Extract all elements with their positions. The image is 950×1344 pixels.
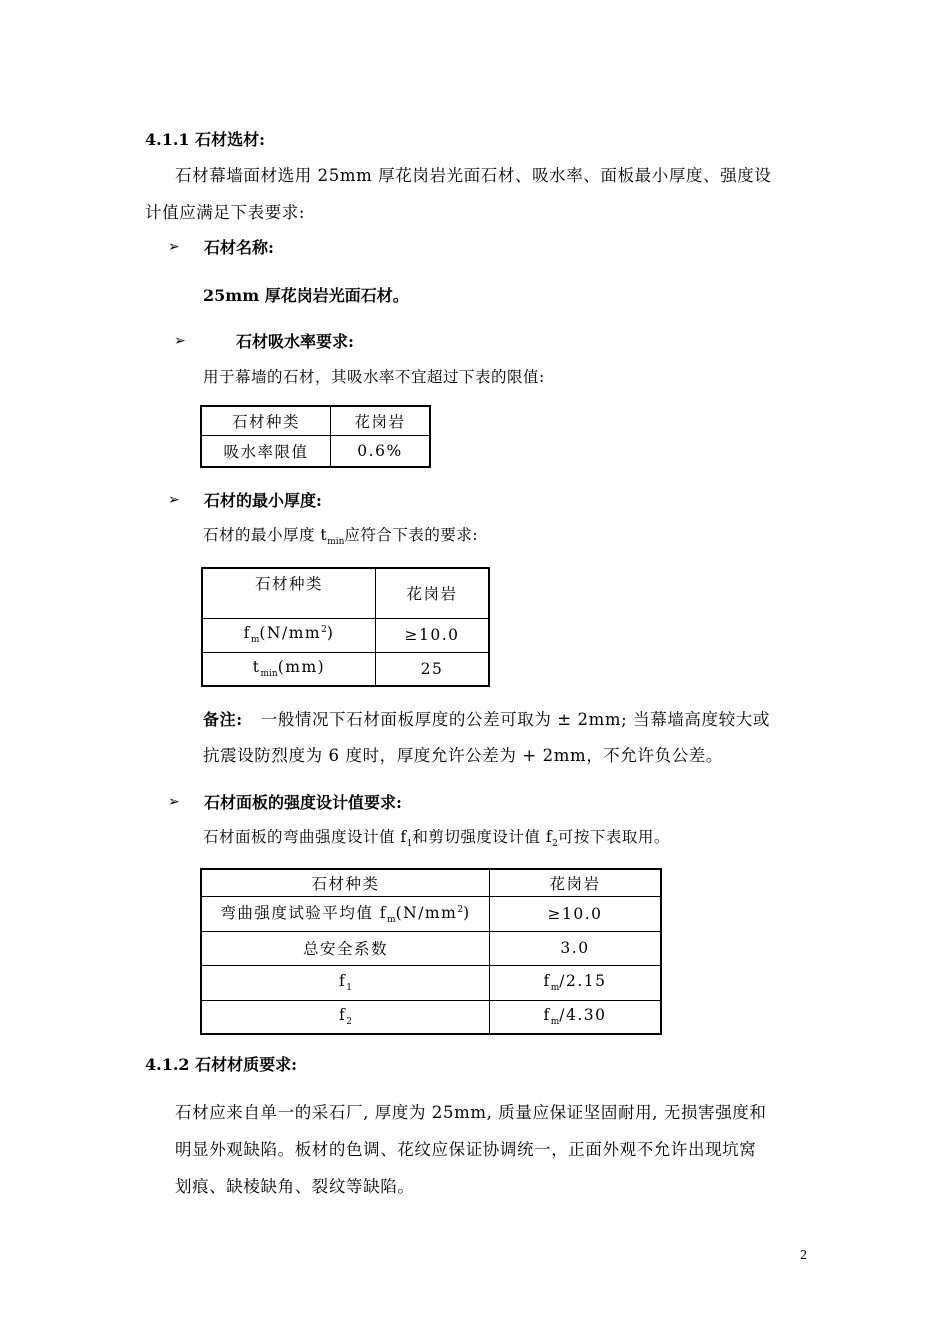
strength-design-heading: 石材面板的强度设计值要求: (204, 793, 402, 812)
table-row (201, 869, 661, 896)
material-paragraph-line-3: 划痕、缺棱缺角、裂纹等缺陷。 (175, 1177, 415, 1196)
strength-design-table (200, 868, 662, 1035)
stone-name-value: 25mm 厚花岗岩光面石材。 (203, 286, 409, 305)
note-subscript: min (327, 537, 345, 548)
table-row (201, 435, 430, 467)
cell-text: f (339, 971, 347, 990)
note-subscript: 2 (552, 839, 558, 850)
cell-text: f (243, 624, 251, 643)
cell-superscript: 2 (457, 905, 464, 916)
table-row (201, 931, 661, 965)
note-text: 和剪切强度设计值 f (412, 828, 553, 846)
min-thickness-note (203, 523, 478, 547)
table-cell (490, 1000, 662, 1034)
bullet-water-absorption (174, 329, 354, 352)
water-absorption-note: 用于幕墙的石材，其吸水率不宜超过下表的限值: (203, 368, 545, 386)
table-cell (201, 896, 490, 931)
cell-text: (mm) (277, 658, 326, 677)
table-cell: 吸水率限值 (201, 435, 331, 467)
section-heading-4-1-2: 4.1.2 石材材质要求: (145, 1055, 298, 1074)
note-text: 石材面板的弯曲强度设计值 f (203, 828, 407, 846)
arrow-bullet-icon: ➢ (168, 238, 180, 255)
bullet-min-thickness (168, 488, 322, 511)
table-row (202, 568, 489, 618)
cell-text: f (543, 1006, 551, 1025)
table-cell (201, 1000, 490, 1034)
cell-subscript: 2 (346, 1017, 352, 1028)
cell-text: ) (326, 624, 335, 643)
water-absorption-heading: 石材吸水率要求: (236, 332, 354, 351)
table-header-cell: 花岗岩 (331, 406, 431, 435)
table-cell (201, 965, 490, 1000)
arrow-bullet-icon: ➢ (174, 332, 186, 349)
note-subscript: 1 (406, 839, 413, 850)
cell-subscript: min (260, 669, 278, 680)
note-text: 石材的最小厚度 t (203, 526, 328, 544)
cell-text: (N/mm (395, 904, 458, 923)
remark-label: 备注: (203, 710, 243, 729)
material-paragraph-line-1: 石材应来自单一的采石厂, 厚度为 25mm, 质量应保证坚固耐用, 无损害强度和 (175, 1103, 767, 1122)
table-header-cell: 石材种类 (201, 406, 331, 435)
table-cell (202, 618, 376, 652)
table-row (202, 618, 489, 652)
stone-name-heading: 石材名称: (204, 238, 274, 257)
table-cell: 总安全系数 (201, 931, 490, 965)
cell-text: /2.15 (559, 971, 607, 990)
min-thickness-heading: 石材的最小厚度: (204, 491, 322, 510)
cell-subscript: m (250, 635, 260, 646)
table-cell: 25 (376, 652, 490, 686)
intro-paragraph-line-2: 计值应满足下表要求: (145, 203, 306, 222)
table-header-cell: 石材种类 (202, 568, 376, 618)
table-row (201, 896, 661, 931)
note-text: 可按下表取用。 (557, 828, 670, 846)
cell-text: 弯曲强度试验平均值 f (220, 904, 388, 923)
table-cell (202, 652, 376, 686)
table-cell (490, 965, 662, 1000)
table-row (202, 652, 489, 686)
cell-text: t (252, 658, 261, 677)
note-text: 应符合下表的要求: (344, 526, 479, 544)
cell-text: f (339, 1006, 347, 1025)
table-cell: ≥10.0 (376, 618, 490, 652)
cell-subscript: m (550, 983, 560, 994)
table-row (201, 406, 430, 435)
section-heading-4-1-1: 4.1.1 石材选材: (145, 130, 266, 149)
cell-text: /4.30 (559, 1006, 607, 1025)
table-row (201, 965, 661, 1000)
material-paragraph-line-2: 明显外观缺陷。板材的色调、花纹应保证协调统一，正面外观不允许出现坑窝 (175, 1140, 757, 1159)
table-header-cell: 花岗岩 (490, 869, 662, 896)
cell-subscript: 1 (346, 983, 352, 994)
bullet-strength-design (168, 790, 402, 813)
cell-superscript: 2 (321, 625, 327, 636)
cell-subscript: m (550, 1017, 560, 1028)
arrow-bullet-icon: ➢ (168, 793, 180, 810)
cell-text: f (543, 971, 551, 990)
remark-line-1 (203, 706, 770, 730)
table-cell: 3.0 (490, 931, 662, 965)
remark-text: 一般情况下石材面板厚度的公差可取为 ± 2mm; 当幕墙高度较大或 (260, 710, 770, 729)
cell-text: ) (463, 904, 471, 923)
cell-text: (N/mm (259, 624, 322, 643)
water-absorption-table (200, 405, 431, 468)
min-thickness-table (201, 567, 490, 687)
cell-subscript: m (387, 915, 396, 926)
table-header-cell: 石材种类 (201, 869, 490, 896)
strength-design-note (203, 825, 670, 849)
page-number: 2 (800, 1248, 807, 1263)
table-cell: 0.6% (331, 435, 431, 467)
bullet-stone-name (168, 235, 274, 258)
intro-paragraph-line-1: 石材幕墙面材选用 25mm 厚花岗岩光面石材、吸水率、面板最小厚度、强度设 (175, 166, 772, 185)
table-row (201, 1000, 661, 1034)
remark-line-2: 抗震设防烈度为 6 度时，厚度允许公差为 + 2mm，不允许负公差。 (203, 746, 723, 765)
arrow-bullet-icon: ➢ (168, 491, 180, 508)
table-header-cell: 花岗岩 (376, 568, 490, 618)
table-cell: ≥10.0 (490, 896, 662, 931)
